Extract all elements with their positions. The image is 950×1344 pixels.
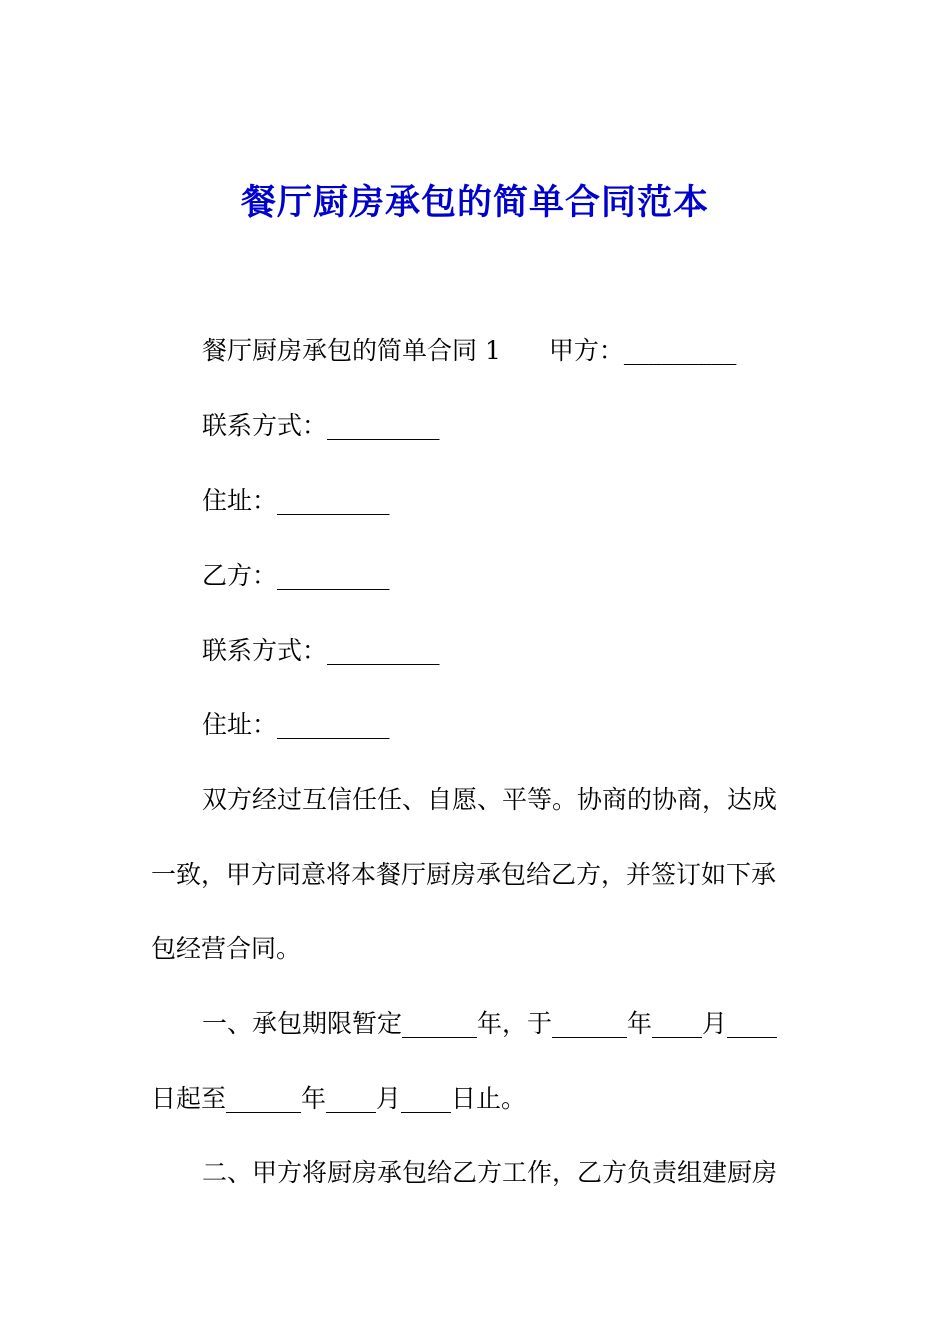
party-a-address-line: 住址：_________	[202, 486, 390, 515]
contract-subtitle: 餐厅厨房承包的简单合同 1	[202, 336, 501, 365]
clause-two-line: 二、甲方将厨房承包给乙方工作，乙方负责组建厨房	[202, 1158, 778, 1187]
clause-one-line: 日起至______年____月____日止。	[151, 1084, 527, 1113]
party-b-address-line: 住址：_________	[202, 710, 390, 739]
clause-one-line: 一、承包期限暂定______年，于______年____月____	[202, 1009, 778, 1038]
contract-heading-line	[202, 331, 792, 371]
paragraph-line: 双方经过互信任任、自愿、平等。协商的协商，达成	[202, 785, 778, 814]
document-title: 餐厅厨房承包的简单合同范本	[240, 183, 709, 223]
party-b-contact-line: 联系方式：_________	[202, 636, 440, 665]
paragraph-line: 包经营合同。	[151, 934, 302, 963]
party-a-contact-line: 联系方式：_________	[202, 411, 440, 440]
paragraph-line: 一致，甲方同意将本餐厅厨房承包给乙方，并签订如下承	[151, 860, 777, 889]
party-a-field: 甲方：_________	[548, 336, 737, 365]
party-b-line: 乙方：_________	[202, 561, 390, 590]
